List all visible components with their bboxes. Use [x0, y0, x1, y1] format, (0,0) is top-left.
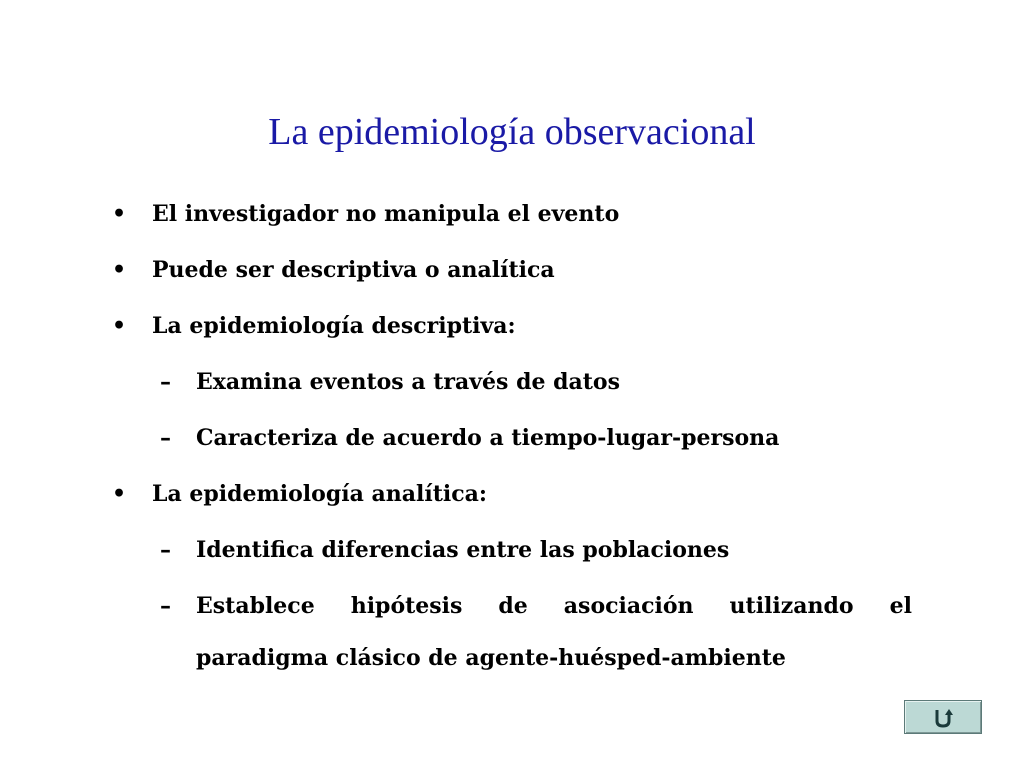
bullet-text: La epidemiología analítica: [152, 481, 488, 507]
return-icon [930, 704, 956, 730]
bullet-text: El investigador no manipula el evento [152, 201, 620, 227]
sub-bullet-text-line2: paradigma clásico de agente-huésped-ambiente [196, 645, 786, 671]
word: hipótesis [350, 593, 463, 619]
bullet-text: La epidemiología descriptiva: [152, 313, 516, 339]
bullet-marker: • [112, 201, 127, 227]
dash-marker: – [160, 537, 171, 563]
sub-bullet-text-line1 [196, 580, 912, 632]
bullet-item [112, 300, 516, 352]
word: utilizando [729, 593, 854, 619]
sub-bullet-text: Identifica diferencias entre las poblaciones [196, 537, 730, 563]
sub-bullet-item [160, 412, 779, 464]
dash-marker: – [160, 593, 171, 619]
word: Establece [196, 593, 315, 619]
bullet-marker: • [112, 481, 127, 507]
word: asociación [563, 593, 694, 619]
sub-bullet-text: Caracteriza de acuerdo a tiempo-lugar-persona [196, 425, 780, 451]
bullet-marker: • [112, 313, 127, 339]
dash-marker: – [160, 425, 171, 451]
sub-bullet-text: Examina eventos a través de datos [196, 369, 620, 395]
sub-bullet-item [160, 524, 729, 576]
return-button[interactable] [904, 700, 982, 734]
bullet-item [112, 468, 487, 520]
bullet-marker: • [112, 257, 127, 283]
bullet-text: Puede ser descriptiva o analítica [152, 257, 555, 283]
dash-marker: – [160, 369, 171, 395]
word: el [889, 593, 912, 619]
sub-bullet-item [160, 356, 620, 408]
slide-title: La epidemiología observacional [268, 111, 756, 153]
sub-bullet-item [160, 580, 912, 684]
bullet-item [112, 244, 555, 296]
bullet-item [112, 188, 619, 240]
word: de [498, 593, 528, 619]
